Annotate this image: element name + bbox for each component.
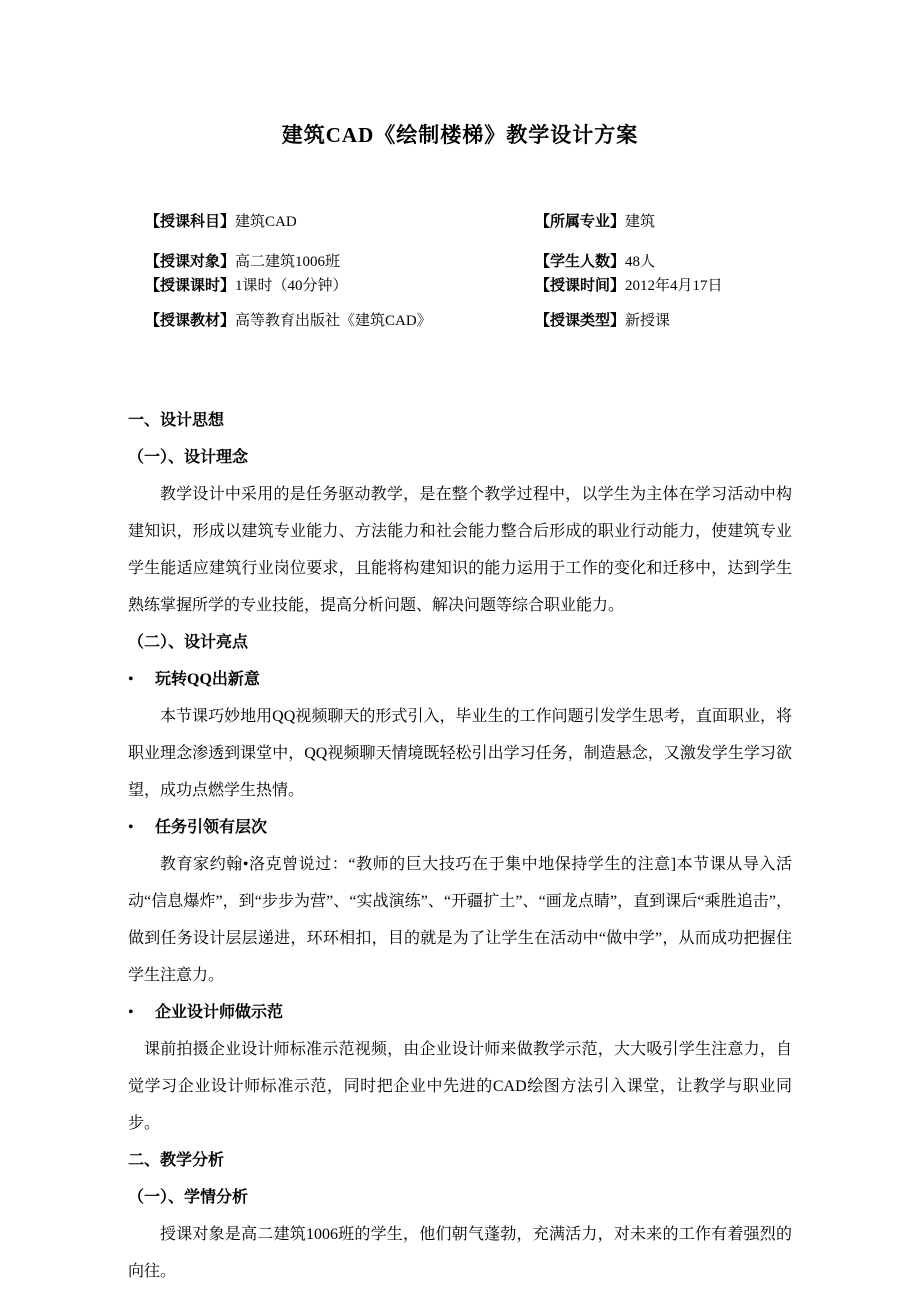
bullet-item-qq	[128, 661, 792, 698]
meta-value-major: 建筑	[625, 214, 656, 230]
meta-label-subject: 【授课科目】	[145, 214, 236, 230]
bullet-title-qq: 玩转QQ出新意	[155, 671, 260, 688]
meta-row-subject	[145, 211, 805, 234]
meta-row-audience	[145, 251, 805, 274]
meta-value-date: 2012年4月17日	[625, 278, 723, 294]
meta-cell-subject	[145, 211, 535, 234]
meta-label-textbook: 【授课教材】	[145, 313, 236, 329]
meta-cell-date	[535, 275, 805, 298]
subsection-heading-design-concept: （一）、设计理念	[128, 449, 249, 466]
meta-value-textbook: 高等教育出版社《建筑CAD》	[235, 313, 432, 329]
meta-label-audience: 【授课对象】	[145, 254, 236, 270]
paragraph-design-concept: 教学设计中采用的是任务驱动教学，是在整个教学过程中，以学生为主体在学习活动中构建知识，形成以建筑专业能力、方法能力和社会能力整合后形成的职业行动能力，使建筑专业学生能适应建筑行业岗位要求，且能将构建知识的能力运用于工作的变化和迁移中，达到学生熟练掌握所学的专业技能，提高分析问题、解决问题等综合职业能力。	[128, 486, 792, 614]
paragraph-bullet-designer-demo: 课前拍摄企业设计师标准示范视频，由企业设计师来做教学示范，大大吸引学生注意力，自觉学习企业设计师标准示范，同时把企业中先进的CAD绘图方法引入课堂，让教学与职业同步。	[128, 1041, 792, 1132]
document-body	[128, 402, 792, 1290]
meta-value-period: 1课时（40分钟）	[235, 278, 348, 294]
meta-row-period	[145, 275, 805, 298]
meta-value-lesson-type: 新授课	[625, 313, 671, 329]
meta-value-student-count: 48人	[625, 254, 656, 270]
subsection-heading-design-highlights: （二）、设计亮点	[128, 634, 249, 651]
bullet-icon: •	[128, 1004, 134, 1021]
meta-label-major: 【所属专业】	[535, 214, 626, 230]
section-heading-teaching-analysis: 二、教学分析	[128, 1152, 225, 1169]
paragraph-bullet-qq: 本节课巧妙地用QQ视频聊天的形式引入，毕业生的工作问题引发学生思考，直面职业，将职业理念渗透到课堂中，QQ视频聊天情境既轻松引出学习任务，制造悬念，又激发学生学习欲望，成功点燃学生热情。	[128, 708, 792, 799]
meta-label-period: 【授课课时】	[145, 278, 236, 294]
meta-cell-student-count	[535, 251, 805, 274]
bullet-title-designer-demo: 企业设计师做示范	[155, 1004, 284, 1021]
meta-cell-major	[535, 211, 805, 234]
bullet-item-tasks	[128, 809, 792, 846]
bullet-item-designer-demo	[128, 994, 792, 1031]
meta-label-student-count: 【学生人数】	[535, 254, 626, 270]
section-heading-design-thought: 一、设计思想	[128, 412, 225, 429]
meta-cell-lesson-type	[535, 310, 805, 333]
meta-cell-audience	[145, 251, 535, 274]
document-title: 建筑CAD《绘制楼梯》教学设计方案	[281, 123, 639, 147]
paragraph-learner-analysis: 授课对象是高二建筑1006班的学生，他们朝气蓬勃，充满活力，对未来的工作有着强烈的向往。	[128, 1226, 792, 1280]
meta-label-lesson-type: 【授课类型】	[535, 313, 626, 329]
meta-value-audience: 高二建筑1006班	[235, 254, 341, 270]
meta-value-subject: 建筑CAD	[235, 214, 297, 230]
paragraph-bullet-tasks: 教育家约翰•洛克曾说过：“教师的巨大技巧在于集中地保持学生的注意]本节课从导入活动“信息爆炸”，到“步步为营”、“实战演练”、“开疆扩土”、“画龙点睛”，直到课后“乘胜追击”，做到任务设计层层递进，环环相扣，目的就是为了让学生在活动中“做中学”，从而成功把握住学生注意力。	[128, 856, 792, 984]
meta-cell-period	[145, 275, 535, 298]
meta-cell-textbook	[145, 310, 535, 333]
bullet-icon: •	[128, 671, 134, 688]
bullet-title-tasks: 任务引领有层次	[155, 819, 268, 836]
subsection-heading-learner-analysis: （一）、学情分析	[128, 1189, 249, 1206]
bullet-icon: •	[128, 819, 134, 836]
meta-block	[145, 211, 805, 333]
meta-label-date: 【授课时间】	[535, 278, 626, 294]
meta-row-textbook	[145, 310, 805, 333]
